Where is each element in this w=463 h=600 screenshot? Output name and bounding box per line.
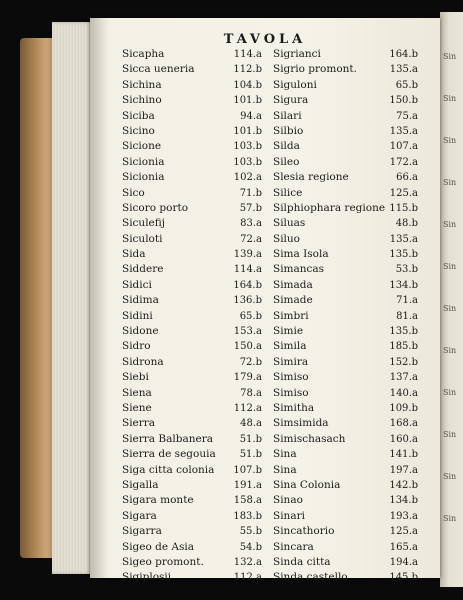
entry-name: Siena	[122, 386, 152, 399]
facing-page-fragment: Sin	[443, 304, 457, 313]
entry-reference: 48.b	[395, 218, 418, 230]
entry-name: Sichino	[122, 94, 162, 107]
entry-name: Sicionia	[122, 155, 165, 168]
index-entry	[122, 525, 262, 540]
entry-name: Simiso	[273, 386, 309, 399]
index-entry	[273, 48, 418, 63]
entry-name: Silphiophara regione	[273, 201, 386, 214]
entry-name: Sida	[122, 248, 146, 261]
entry-name: Sichina	[122, 78, 162, 91]
facing-page-fragment: Sin	[443, 388, 457, 397]
index-entry	[122, 340, 262, 355]
entry-reference: 125.a	[389, 187, 418, 199]
page-heading: TAVOLA	[223, 32, 307, 47]
entry-name: Siebi	[122, 371, 149, 384]
entry-reference: 152.b	[389, 356, 418, 368]
index-entry	[273, 125, 418, 140]
index-entry	[122, 325, 262, 340]
entry-reference: 103.b	[233, 141, 262, 153]
facing-page-fragment: Sin	[443, 346, 457, 355]
entry-name: Sigeo de Asia	[122, 540, 195, 553]
entry-name: Sidro	[122, 340, 151, 353]
facing-page-fragment: Sin	[443, 94, 457, 103]
index-entry	[122, 356, 262, 371]
entry-name: Sidima	[122, 294, 159, 307]
entry-reference: 104.b	[233, 79, 262, 91]
entry-name: Sidone	[122, 325, 159, 338]
facing-page-fragment: Sin	[443, 514, 457, 523]
index-entry	[122, 479, 262, 494]
index-entry	[122, 140, 262, 155]
entry-name: Simira	[273, 355, 309, 368]
index-entry	[122, 541, 262, 556]
entry-reference: 132.a	[233, 556, 262, 568]
entry-name: Siculoti	[122, 232, 163, 245]
entry-name: Sicca ueneria	[122, 63, 195, 76]
entry-reference: 150.a	[233, 341, 262, 353]
index-entry	[122, 571, 262, 586]
entry-name: Sigara monte	[122, 494, 194, 507]
facing-page-fragment: Sin	[443, 262, 457, 271]
entry-reference: 94.a	[240, 110, 262, 122]
index-entry	[122, 248, 262, 263]
entry-name: Sinda castello	[273, 571, 348, 584]
entry-name: Sidrona	[122, 355, 164, 368]
entry-name: Sina Colonia	[273, 478, 341, 491]
entry-name: Siculefij	[122, 217, 166, 230]
entry-name: Sigeo promont.	[122, 555, 204, 568]
entry-reference: 102.a	[233, 172, 262, 184]
index-entry	[122, 494, 262, 509]
index-entry	[122, 510, 262, 525]
entry-name: Sincara	[273, 540, 314, 553]
index-entry	[273, 371, 418, 386]
index-entry	[122, 110, 262, 125]
page-edges	[52, 22, 92, 574]
entry-name: Sigura	[273, 94, 309, 107]
entry-name: Sigrio promont.	[273, 63, 357, 76]
gutter-shadow	[90, 18, 108, 578]
index-entry	[122, 402, 262, 417]
entry-name: Siguloni	[273, 78, 317, 91]
entry-reference: 109.b	[389, 402, 418, 414]
index-entry	[122, 202, 262, 217]
entry-name: Simitha	[273, 401, 315, 414]
index-entry	[273, 571, 418, 586]
index-entry	[273, 325, 418, 340]
entry-name: Sierra de segouia	[122, 448, 216, 461]
entry-reference: 153.a	[233, 326, 262, 338]
entry-name: Sidici	[122, 278, 152, 291]
entry-reference: 134.b	[389, 279, 418, 291]
entry-name: Simischasach	[273, 432, 346, 445]
entry-reference: 142.b	[389, 479, 418, 491]
entry-reference: 112.a	[233, 572, 262, 584]
entry-name: Simila	[273, 340, 307, 353]
entry-reference: 158.a	[233, 495, 262, 507]
index-entry	[122, 156, 262, 171]
entry-reference: 66.a	[396, 172, 418, 184]
index-entry	[273, 294, 418, 309]
entry-reference: 183.b	[233, 510, 262, 522]
entry-reference: 197.a	[389, 464, 418, 476]
entry-reference: 55.b	[239, 526, 262, 538]
index-entry	[122, 63, 262, 78]
index-entry	[122, 310, 262, 325]
index-entry	[273, 171, 418, 186]
entry-reference: 135.a	[389, 125, 418, 137]
entry-reference: 65.b	[239, 310, 262, 322]
entry-reference: 72.a	[240, 233, 262, 245]
entry-reference: 135.a	[389, 64, 418, 76]
entry-reference: 107.a	[389, 141, 418, 153]
entry-reference: 145.b	[389, 572, 418, 584]
entry-reference: 51.b	[239, 433, 262, 445]
facing-page-fragment: Sin	[443, 178, 457, 187]
entry-reference: 141.b	[389, 449, 418, 461]
index-entry	[273, 156, 418, 171]
entry-name: Sinao	[273, 494, 303, 507]
entry-reference: 71.b	[239, 187, 262, 199]
index-entry	[273, 464, 418, 479]
entry-name: Sidini	[122, 309, 153, 322]
index-entry	[273, 356, 418, 371]
entry-name: Slesia regione	[273, 171, 349, 184]
entry-reference: 112.a	[233, 402, 262, 414]
entry-name: Sigiplosij	[122, 571, 172, 584]
facing-page-fragment: Sin	[443, 430, 457, 439]
index-entry	[122, 79, 262, 94]
index-entry	[273, 187, 418, 202]
entry-name: Simbri	[273, 309, 309, 322]
entry-name: Sina	[273, 463, 297, 476]
entry-reference: 75.a	[396, 110, 418, 122]
index-entry	[122, 217, 262, 232]
entry-reference: 139.a	[233, 249, 262, 261]
entry-name: Simiso	[273, 371, 309, 384]
entry-name: Simie	[273, 325, 304, 338]
index-entry	[273, 402, 418, 417]
entry-name: Sicino	[122, 124, 155, 137]
entry-name: Sicoro porto	[122, 201, 189, 214]
entry-reference: 101.b	[233, 95, 262, 107]
entry-name: Sigrianci	[273, 48, 321, 60]
index-entry	[273, 479, 418, 494]
entry-name: Sileo	[273, 155, 300, 168]
index-entry	[122, 433, 262, 448]
entry-name: Siluo	[273, 232, 300, 245]
entry-name: Silda	[273, 140, 300, 153]
entry-reference: 65.b	[395, 79, 418, 91]
index-entry	[273, 248, 418, 263]
index-entry	[122, 448, 262, 463]
entry-reference: 114.a	[233, 49, 262, 60]
entry-name: Siciba	[122, 109, 155, 122]
entry-name: Sicione	[122, 140, 162, 153]
index-entry	[273, 417, 418, 432]
index-entry	[122, 94, 262, 109]
index-entry	[273, 233, 418, 248]
facing-page-fragment: Sin	[443, 220, 457, 229]
entry-reference: 165.a	[389, 541, 418, 553]
entry-reference: 193.a	[389, 510, 418, 522]
entry-name: Siluas	[273, 217, 306, 230]
entry-name: Simada	[273, 278, 313, 291]
entry-reference: 164.b	[233, 279, 262, 291]
entry-name: Sierra Balbanera	[122, 432, 213, 445]
index-entry	[273, 63, 418, 78]
entry-reference: 137.a	[389, 372, 418, 384]
index-entry	[122, 233, 262, 248]
index-entry	[273, 217, 418, 232]
entry-reference: 134.b	[389, 495, 418, 507]
entry-reference: 164.b	[389, 49, 418, 60]
entry-reference: 125.a	[389, 526, 418, 538]
index-column-right	[273, 48, 418, 587]
entry-reference: 72.b	[239, 356, 262, 368]
index-entry	[122, 48, 262, 63]
entry-reference: 48.a	[240, 418, 262, 430]
entry-name: Silbio	[273, 124, 304, 137]
index-entry	[122, 464, 262, 479]
entry-reference: 150.b	[389, 95, 418, 107]
entry-reference: 140.a	[389, 387, 418, 399]
index-entry	[273, 340, 418, 355]
entry-reference: 136.b	[233, 295, 262, 307]
index-entry	[273, 494, 418, 509]
entry-name: Sina	[273, 448, 297, 461]
index-entry	[122, 294, 262, 309]
entry-name: Sima Isola	[273, 248, 329, 261]
entry-name: Sigalla	[122, 478, 159, 491]
entry-reference: 114.a	[233, 264, 262, 276]
facing-page-fragment: Sin	[443, 472, 457, 481]
index-entry	[273, 541, 418, 556]
index-entry	[273, 433, 418, 448]
entry-reference: 103.b	[233, 156, 262, 168]
entry-reference: 194.a	[389, 556, 418, 568]
index-entry	[122, 556, 262, 571]
entry-reference: 191.a	[233, 479, 262, 491]
entry-name: Simsimida	[273, 417, 329, 430]
index-entry	[273, 525, 418, 540]
index-entry	[273, 448, 418, 463]
entry-name: Silari	[273, 109, 302, 122]
entry-reference: 81.a	[396, 310, 418, 322]
entry-reference: 160.a	[389, 433, 418, 445]
entry-reference: 168.a	[389, 418, 418, 430]
entry-name: Sicionia	[122, 171, 165, 184]
index-entry	[273, 263, 418, 278]
entry-reference: 51.b	[239, 449, 262, 461]
facing-page-fragment: Sin	[443, 52, 457, 61]
entry-reference: 172.a	[389, 156, 418, 168]
entry-reference: 135.b	[389, 326, 418, 338]
index-entry	[122, 125, 262, 140]
entry-reference: 83.a	[240, 218, 262, 230]
facing-page-fragment: Sin	[443, 136, 457, 145]
index-entry	[273, 387, 418, 402]
index-entry	[122, 417, 262, 432]
index-entry	[273, 79, 418, 94]
index-entry	[273, 202, 418, 217]
entry-name: Sinda citta	[273, 555, 331, 568]
index-entry	[122, 263, 262, 278]
entry-reference: 57.b	[239, 202, 262, 214]
entry-reference: 112.b	[233, 64, 262, 76]
entry-reference: 135.a	[389, 233, 418, 245]
index-entry	[122, 387, 262, 402]
entry-name: Sigarra	[122, 525, 162, 538]
entry-reference: 71.a	[396, 295, 418, 307]
entry-name: Sicapha	[122, 48, 165, 60]
index-entry	[122, 171, 262, 186]
entry-name: Siddere	[122, 263, 164, 276]
entry-name: Sico	[122, 186, 145, 199]
facing-page	[440, 12, 463, 587]
index-entry	[122, 371, 262, 386]
entry-reference: 179.a	[233, 372, 262, 384]
index-entry	[273, 279, 418, 294]
index-entry	[273, 110, 418, 125]
index-column-left	[122, 48, 262, 587]
entry-name: Silice	[273, 186, 303, 199]
entry-name: Siga citta colonia	[122, 463, 215, 476]
index-entry	[273, 310, 418, 325]
index-entry	[122, 279, 262, 294]
index-entry	[273, 556, 418, 571]
entry-name: Sincathorio	[273, 525, 335, 538]
entry-name: Simade	[273, 294, 313, 307]
entry-reference: 101.b	[233, 125, 262, 137]
index-entry	[122, 187, 262, 202]
index-entry	[273, 140, 418, 155]
entry-reference: 185.b	[389, 341, 418, 353]
entry-reference: 115.b	[389, 202, 418, 214]
entry-name: Sierra	[122, 417, 156, 430]
index-entry	[273, 94, 418, 109]
entry-name: Siene	[122, 401, 152, 414]
entry-reference: 53.b	[395, 264, 418, 276]
entry-reference: 78.a	[240, 387, 262, 399]
entry-reference: 54.b	[239, 541, 262, 553]
index-entry	[273, 510, 418, 525]
entry-reference: 107.b	[233, 464, 262, 476]
entry-name: Simancas	[273, 263, 325, 276]
entry-name: Sigara	[122, 509, 157, 522]
entry-name: Sinari	[273, 509, 305, 522]
entry-reference: 135.b	[389, 249, 418, 261]
